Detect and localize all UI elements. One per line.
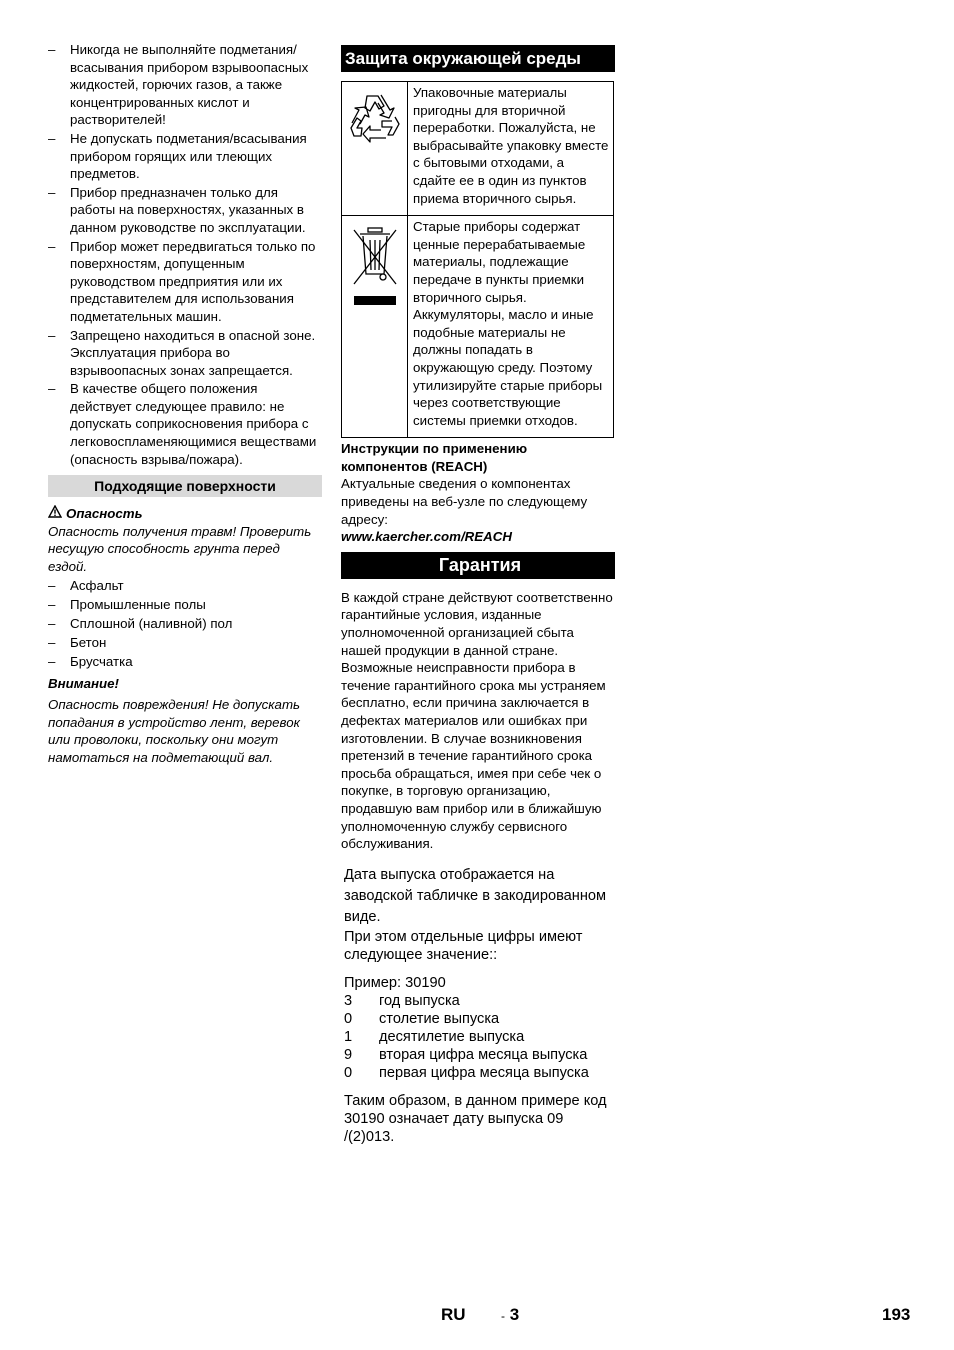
table-row xyxy=(342,82,614,216)
env-text-cell: Упаковочные материалы пригодны для вторичной переработки. Пожалуйста, не выбрасывайте упаковку вместе с бытовыми отходами, а сдайте ее в один из пунктов приема вторичного сырья. xyxy=(408,82,614,216)
date-conclusion: Таким образом, в данном примере код 30190 означает дату выпуска 09 /(2)013. xyxy=(344,1092,607,1145)
list-item: – Не допускать подметания/всасывания прибором горящих или тлеющих предметов. xyxy=(48,130,322,183)
date-example: Пример: 30190 xyxy=(344,974,446,991)
crossed-bin-icon xyxy=(348,298,402,313)
left-column xyxy=(48,41,322,767)
list-item: – Прибор предназначен только для работы на поверхностях, указанных в данном руководстве по эксплуатации. xyxy=(48,184,322,237)
code-row xyxy=(344,1028,615,1046)
danger-title: Опасность xyxy=(66,506,143,522)
recycle-icon xyxy=(348,134,402,149)
date-code-block xyxy=(341,865,615,1146)
env-text-cell: Старые приборы содержат ценные перерабатываемые материалы, подлежащие передаче в пункты приемки вторичного сырья. Аккумуляторы, масло и иные подобные материалы не должны попадать в окружающую среду. Поэтому утилизируйте старые приборы через соответствующие системы приемки отходов. xyxy=(408,216,614,438)
list-item: – Брусчатка xyxy=(48,653,322,671)
surfaces-list xyxy=(48,577,322,671)
footer-language: RU xyxy=(441,1305,466,1324)
page-number: 193 xyxy=(882,1305,911,1324)
date-codes xyxy=(344,992,615,1082)
table-row xyxy=(342,216,614,438)
list-item: – Промышленные полы xyxy=(48,596,322,614)
reach-text: Актуальные сведения о компонентах приведены на веб-узле по следующему адресу: xyxy=(341,476,588,527)
reach-url[interactable]: www.kaercher.com/REACH xyxy=(341,529,512,545)
code-digit: 9 xyxy=(344,1046,353,1063)
code-row xyxy=(344,1064,615,1082)
code-meaning: столетие выпуска xyxy=(379,1010,500,1027)
list-item: – Сплошной (наливной) пол xyxy=(48,615,322,633)
code-row xyxy=(344,1046,615,1064)
date-intro: Дата выпуска отображается на заводской табличке в закодированном виде. xyxy=(344,866,607,925)
danger-text: Опасность получения травм! Проверить несущую способность грунта перед ездой. xyxy=(48,523,312,575)
code-digit: 0 xyxy=(344,1010,353,1027)
date-meaning: При этом отдельные цифры имеют следующее значение:: xyxy=(344,928,583,963)
code-digit: 1 xyxy=(344,1028,353,1045)
list-item: – Запрещено находиться в опасной зоне. Эксплуатация прибора во взрывоопасных зонах запрещается. xyxy=(48,327,322,380)
safety-list xyxy=(48,41,322,468)
code-meaning: первая цифра месяца выпуска xyxy=(379,1064,589,1081)
code-row xyxy=(344,992,615,1010)
list-item: – Асфальт xyxy=(48,577,322,595)
env-table xyxy=(341,81,614,438)
list-item: – Прибор может передвигаться только по поверхностям, допущенным руководством предприятия или их представителем для использования подметательных машин. xyxy=(48,238,322,326)
footer-section-number: 3 xyxy=(509,1305,520,1324)
code-meaning: вторая цифра месяца выпуска xyxy=(379,1046,588,1063)
code-digit: 3 xyxy=(344,992,353,1009)
warning-triangle-icon xyxy=(48,505,62,523)
danger-title-row xyxy=(48,505,322,523)
footer-section-dash: - xyxy=(501,1309,505,1323)
footer-section xyxy=(501,1306,519,1326)
code-row xyxy=(344,1010,615,1028)
code-digit: 0 xyxy=(344,1064,353,1081)
list-item: – В качестве общего положения действует следующее правило: не допускать соприкосновения прибора с легковоспламеняющимися веществами (опасность взрыва/пожара). xyxy=(48,380,322,468)
env-heading: Защита окружающей среды xyxy=(341,45,615,72)
surfaces-heading: Подходящие поверхности xyxy=(48,475,322,497)
caution-text: Опасность повреждения! Не допускать попадания в устройство лент, веревок или проволоки, поскольку они могут намотаться на подметающий вал. xyxy=(48,697,301,765)
code-meaning: десятилетие выпуска xyxy=(379,1028,525,1045)
env-icon-cell xyxy=(342,82,408,216)
env-icon-cell xyxy=(342,216,408,438)
list-item: – Никогда не выполняйте подметания/ всасывания прибором взрывоопасных жидкостей, горючих газов, а также концентрированных кислот и растворителей! xyxy=(48,41,322,129)
warranty-heading: Гарантия xyxy=(341,552,615,579)
right-column xyxy=(341,45,615,1146)
code-meaning: год выпуска xyxy=(379,992,460,1009)
warranty-text: В каждой стране действуют соответственно гарантийные условия, изданные уполномоченной организацией сбыта нашей продукции в данной стране. Возможные неисправности прибора в течение гарантийного срока мы устраняем бесплатно, если причина заключается в дефектах материалов или ошибках при изготовлении. В случае возникновения претензий в течение гарантийного срока просьба обращаться, имея при себе чек о покупке, в торговую организацию, продавшую вам прибор или в ближайшую уполномоченную службу сервисного обслуживания. xyxy=(341,589,613,852)
list-item: – Бетон xyxy=(48,634,322,652)
reach-heading: Инструкции по применению компонентов (REACH) xyxy=(341,441,528,474)
caution-title: Внимание! xyxy=(48,675,119,691)
